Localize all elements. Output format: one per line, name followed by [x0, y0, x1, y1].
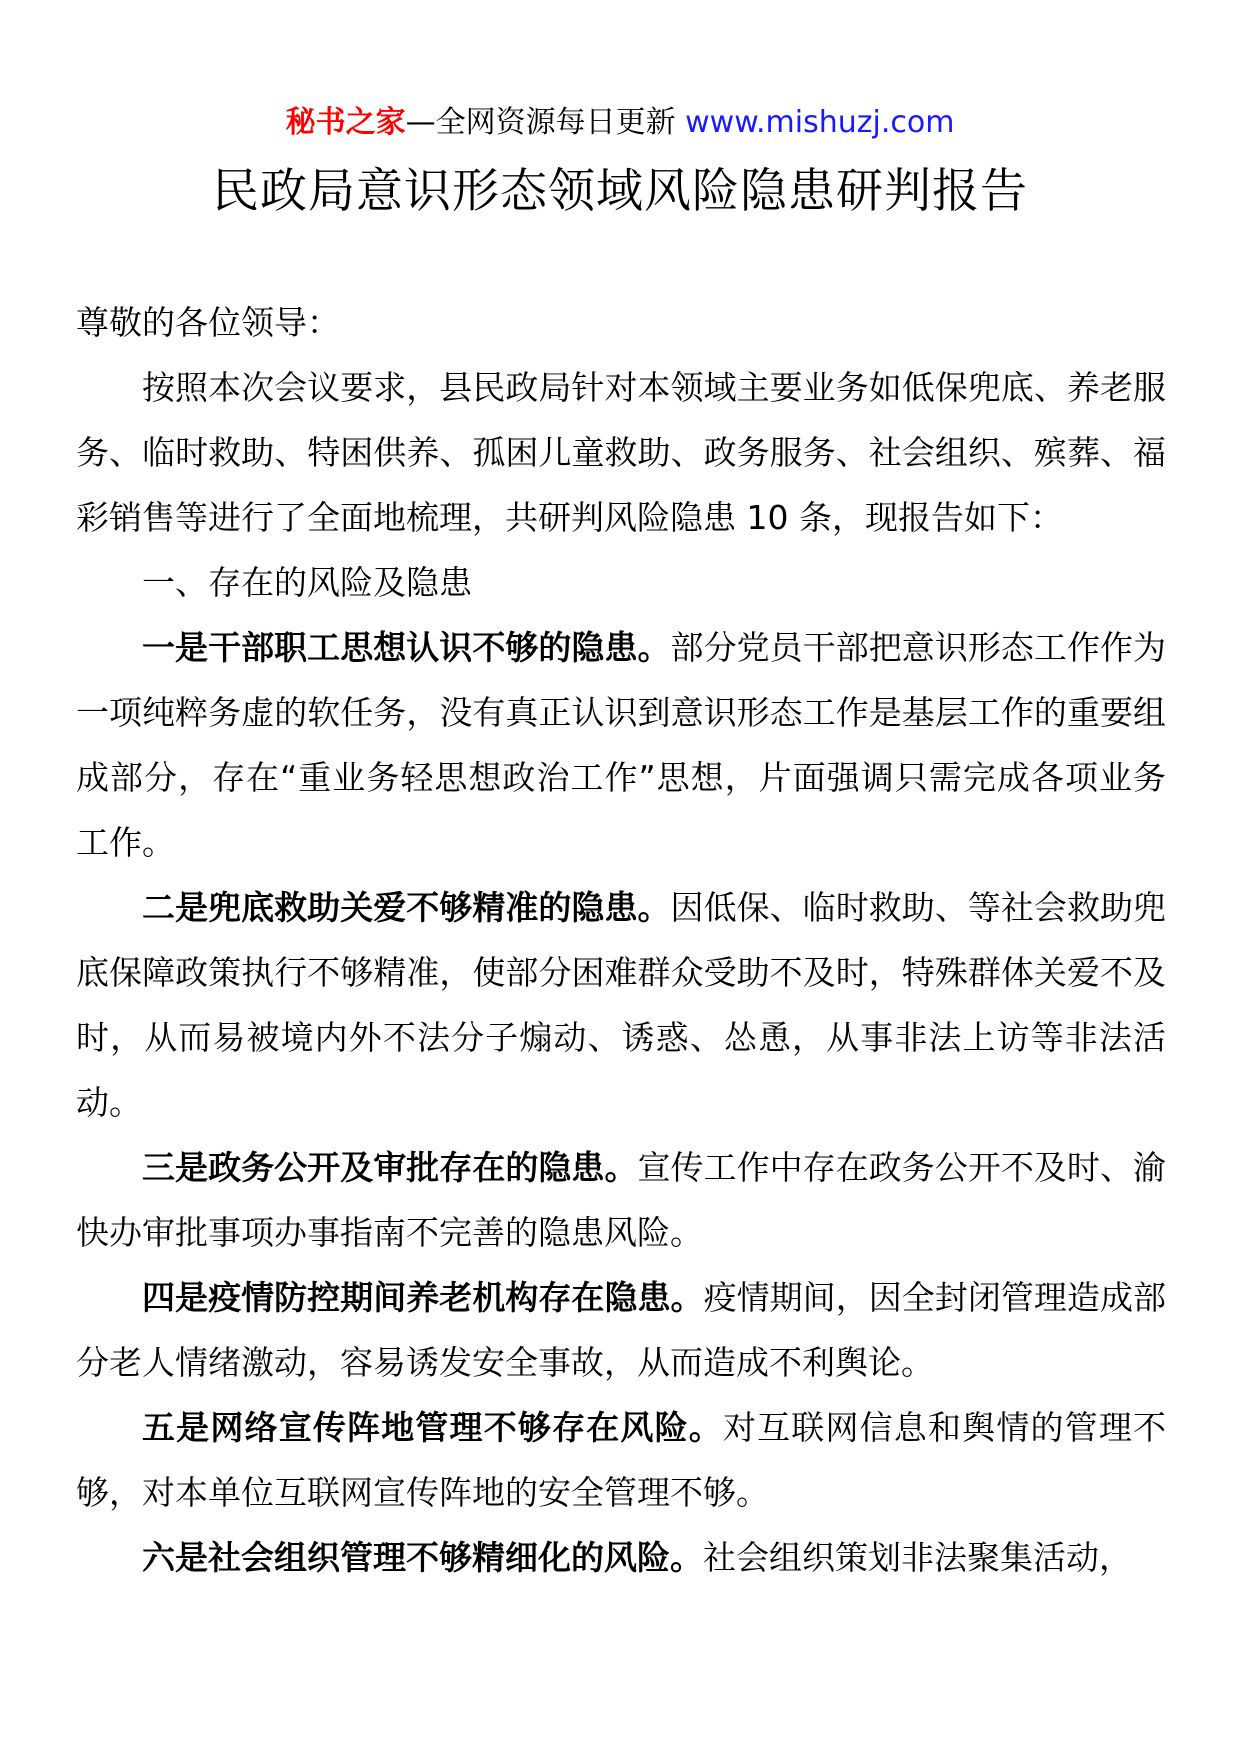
risk-item-lead: 一是干部职工思想认识不够的隐患。 [142, 628, 671, 667]
document-title: 民政局意识形态领域风险隐患研判报告 [212, 164, 1028, 219]
risk-item [76, 1395, 1166, 1525]
risk-item-text: 对互联网信息和舆情的管理不够，对本单位互联网宣传阵地的安全管理不够。 [76, 1408, 1167, 1512]
risk-item-lead: 六是社会组织管理不够精细化的风险。 [142, 1538, 703, 1577]
salutation: 尊敬的各位领导： [76, 303, 340, 342]
risk-item [76, 1525, 1166, 1590]
intro-paragraph: 按照本次会议要求，县民政局针对本领域主要业务如低保兜底、养老服务、临时救助、特困供养、孤困儿童救助、政务服务、社会组织、殡葬、福彩销售等进行了全面地梳理，共研判风险隐患 10 条，现报告如下： [76, 368, 1166, 537]
risk-item-lead: 二是兜底救助关爱不够精准的隐患。 [142, 888, 671, 927]
risk-item-text: 社会组织策划非法聚集活动， [703, 1538, 1132, 1577]
brand-name: 秘书之家 [285, 105, 406, 140]
site-url-link[interactable]: www.mishuzj.com [685, 105, 955, 140]
risk-item-lead: 五是网络宣传阵地管理不够存在风险。 [142, 1408, 723, 1447]
site-header [0, 103, 1240, 143]
risk-item [76, 1135, 1166, 1265]
risk-item [76, 615, 1166, 875]
risk-item-text: 因低保、临时救助、等社会救助兜底保障政策执行不够精准，使部分困难群众受助不及时，特殊群体关爱不及时，从而易被境内外不法分子煽动、诱惑、怂恿，从事非法上访等非法活动。 [76, 888, 1167, 1122]
risk-item-text: 疫情期间，因全封闭管理造成部分老人情绪激动，容易诱发安全事故，从而造成不利舆论。 [76, 1278, 1167, 1382]
risk-item-text: 部分党员干部把意识形态工作作为一项纯粹务虚的软任务，没有真正认识到意识形态工作是基层工作的重要组成部分，存在“重业务轻思想政治工作”思想，片面强调只需完成各项业务工作。 [76, 628, 1167, 862]
document-body [76, 290, 1166, 1590]
risk-item [76, 1265, 1166, 1395]
section-heading: 一、存在的风险及隐患 [142, 563, 472, 602]
risk-item-text: 宣传工作中存在政务公开不及时、渝快办审批事项办事指南不完善的隐患风险。 [76, 1148, 1167, 1252]
risk-item-lead: 四是疫情防控期间养老机构存在隐患。 [142, 1278, 704, 1317]
risk-item-lead: 三是政务公开及审批存在的隐患。 [142, 1148, 638, 1187]
header-slogan: —全网资源每日更新 [405, 105, 686, 140]
risk-item [76, 875, 1166, 1135]
